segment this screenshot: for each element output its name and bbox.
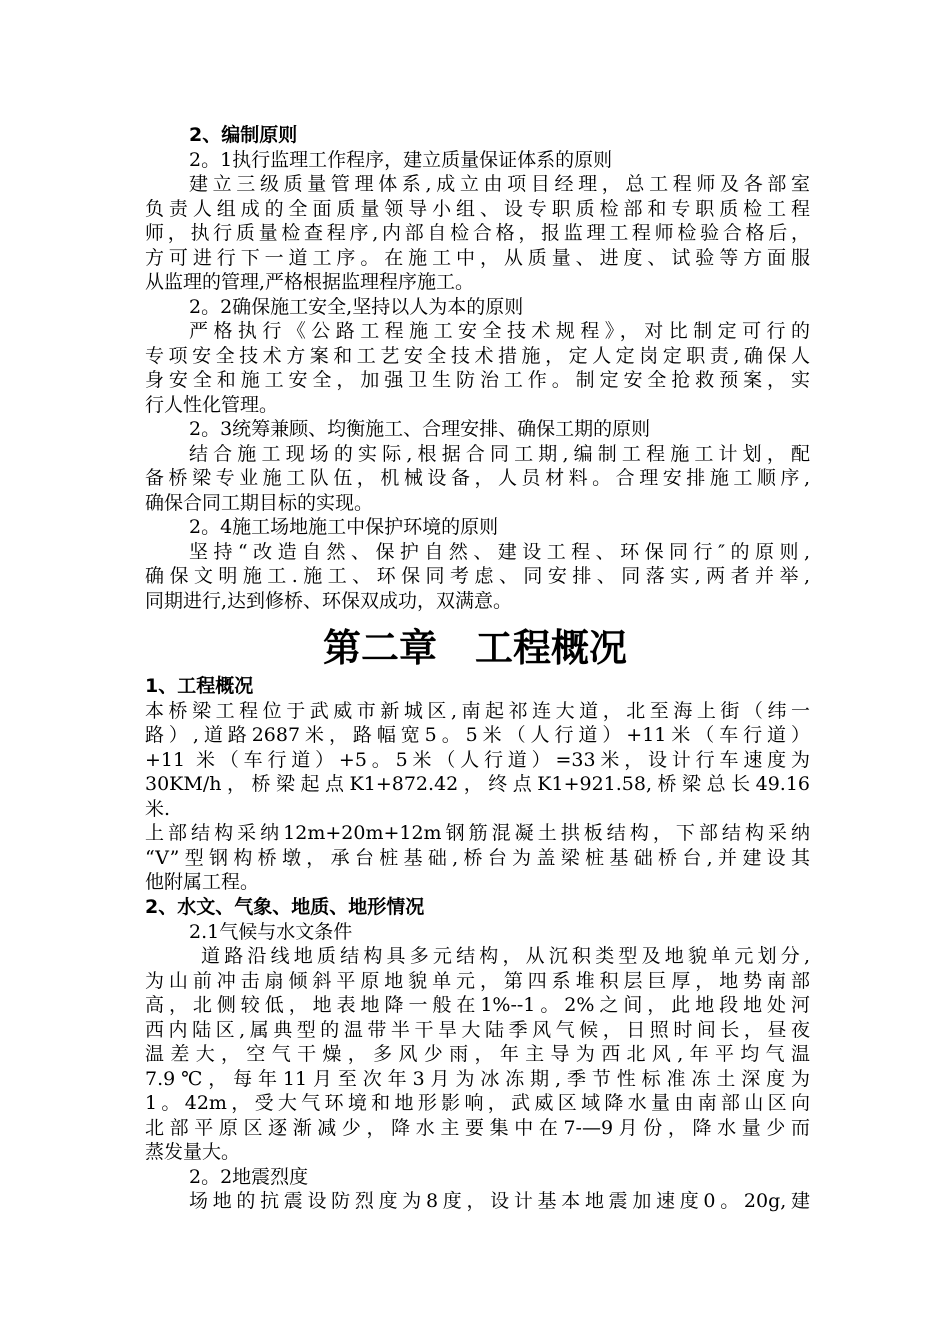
section-heading: 1、工程概况	[145, 675, 254, 697]
subheading: 2。3统筹兼顾、均衡施工、合理安排、确保工期的原则	[189, 418, 651, 440]
paragraph-line: +11 米（车行道）+5。5米（人行道）=33米，设计行车速度为	[145, 748, 810, 771]
paragraph-line: 专项安全技术方案和工艺安全技术措施，定人定岗定职责,确保人	[145, 344, 810, 367]
paragraph-line: 从监理的管理,严格根据监理程序施工。	[145, 271, 475, 293]
paragraph-line: 师，执行质量检查程序,内部自检合格，报监理工程师检验合格后，	[145, 222, 810, 244]
paragraph-line: 确保合同工期目标的实现。	[145, 491, 374, 514]
paragraph-line: 北部平原区逐渐减少，降水主要集中在7-—9月份，降水量少而	[145, 1116, 810, 1139]
paragraph-line: 路）,道路2687米，路幅宽5。5米（人行道）+11米（车行道）	[145, 724, 810, 746]
paragraph-line: 西内陆区,属典型的温带半干旱大陆季风气候，日照时间长，昼夜	[145, 1018, 810, 1041]
paragraph-line: 米.	[145, 797, 171, 820]
paragraph-line: 确保文明施工.施工、环保同考虑、同安排、同落实,两者并举,	[145, 565, 810, 587]
paragraph-line: 身安全和施工安全，加强卫生防治工作。制定安全抢救预案，实	[145, 369, 810, 391]
paragraph-line: 同期进行,达到修桥、环保双成功，双满意。	[145, 589, 513, 612]
paragraph-line: 蒸发量大。	[145, 1141, 241, 1163]
paragraph-line: 30KM/h，桥梁起点K1+872.42，终点K1+921.58,桥梁总长49.16	[145, 773, 810, 795]
section-heading: 2、编制原则	[189, 124, 298, 146]
paragraph-line: 他附属工程。	[145, 871, 260, 893]
subheading: 2.1气候与水文条件	[189, 920, 353, 943]
paragraph-line: 备桥梁专业施工队伍，机械设备，人员材料。合理安排施工顺序,	[145, 467, 810, 489]
paragraph-line: 为山前冲击扇倾斜平原地貌单元，第四系堆积层巨厚，地势南部	[145, 969, 810, 992]
paragraph-line: 温差大，空气干燥，多风少雨，年主导为西北风,年平均气温	[145, 1043, 810, 1065]
subheading: 2。4施工场地施工中保护环境的原则	[189, 516, 499, 538]
subheading: 2。2地震烈度	[189, 1165, 309, 1188]
chapter-title: 第二章 工程概况	[322, 626, 627, 670]
paragraph-line: 场地的抗震设防烈度为8度，设计基本地震加速度0。20g,建	[189, 1190, 810, 1212]
paragraph-line: 1。42m，受大气环境和地形影响，武威区域降水量由南部山区向	[145, 1092, 810, 1114]
paragraph-line: 严格执行《公路工程施工安全技术规程》，对比制定可行的	[189, 320, 810, 342]
subheading: 2。1执行监理工作程序，建立质量保证体系的原则	[189, 148, 613, 171]
paragraph-line: 7.9℃，每年11月至次年3月为冰冻期,季节性标准冻土深度为	[145, 1067, 810, 1090]
section-hydrology-geology	[145, 895, 810, 1214]
section-heading: 2、水文、气象、地质、地形情况	[145, 896, 425, 918]
paragraph-line: 道路沿线地质结构具多元结构，从沉积类型及地貌单元划分,	[201, 945, 810, 967]
paragraph-line: 坚持“改造自然、保护自然、建设工程、环保同行″的原则,	[189, 540, 810, 563]
paragraph-line: 建立三级质量管理体系,成立由项目经理，总工程师及各部室	[189, 173, 810, 195]
section-compilation-principles	[145, 123, 810, 613]
paragraph-line: “V”型钢构桥墩，承台桩基础,桥台为盖梁桩基础桥台,并建设其	[145, 846, 810, 869]
section-project-overview	[145, 674, 810, 895]
paragraph-line: 结合施工现场的实际,根据合同工期,编制工程施工计划，配	[189, 442, 810, 465]
paragraph-line: 行人性化管理。	[145, 393, 279, 416]
paragraph-line: 高，北侧较低，地表地降一般在1%--1。2%之间，此地段地处河	[145, 994, 810, 1016]
paragraph-line: 方可进行下一道工序。在施工中，从质量、进度、试验等方面服	[145, 246, 810, 269]
paragraph-line: 上部结构采纳12m+20m+12m钢筋混凝土拱板结构，下部结构采纳	[145, 822, 810, 844]
paragraph-line: 负责人组成的全面质量领导小组、设专职质检部和专职质检工程	[145, 197, 810, 220]
paragraph-line: 本桥梁工程位于武威市新城区,南起祁连大道，北至海上街（纬一	[145, 699, 810, 722]
subheading: 2。2确保施工安全,坚持以人为本的原则	[189, 295, 524, 318]
